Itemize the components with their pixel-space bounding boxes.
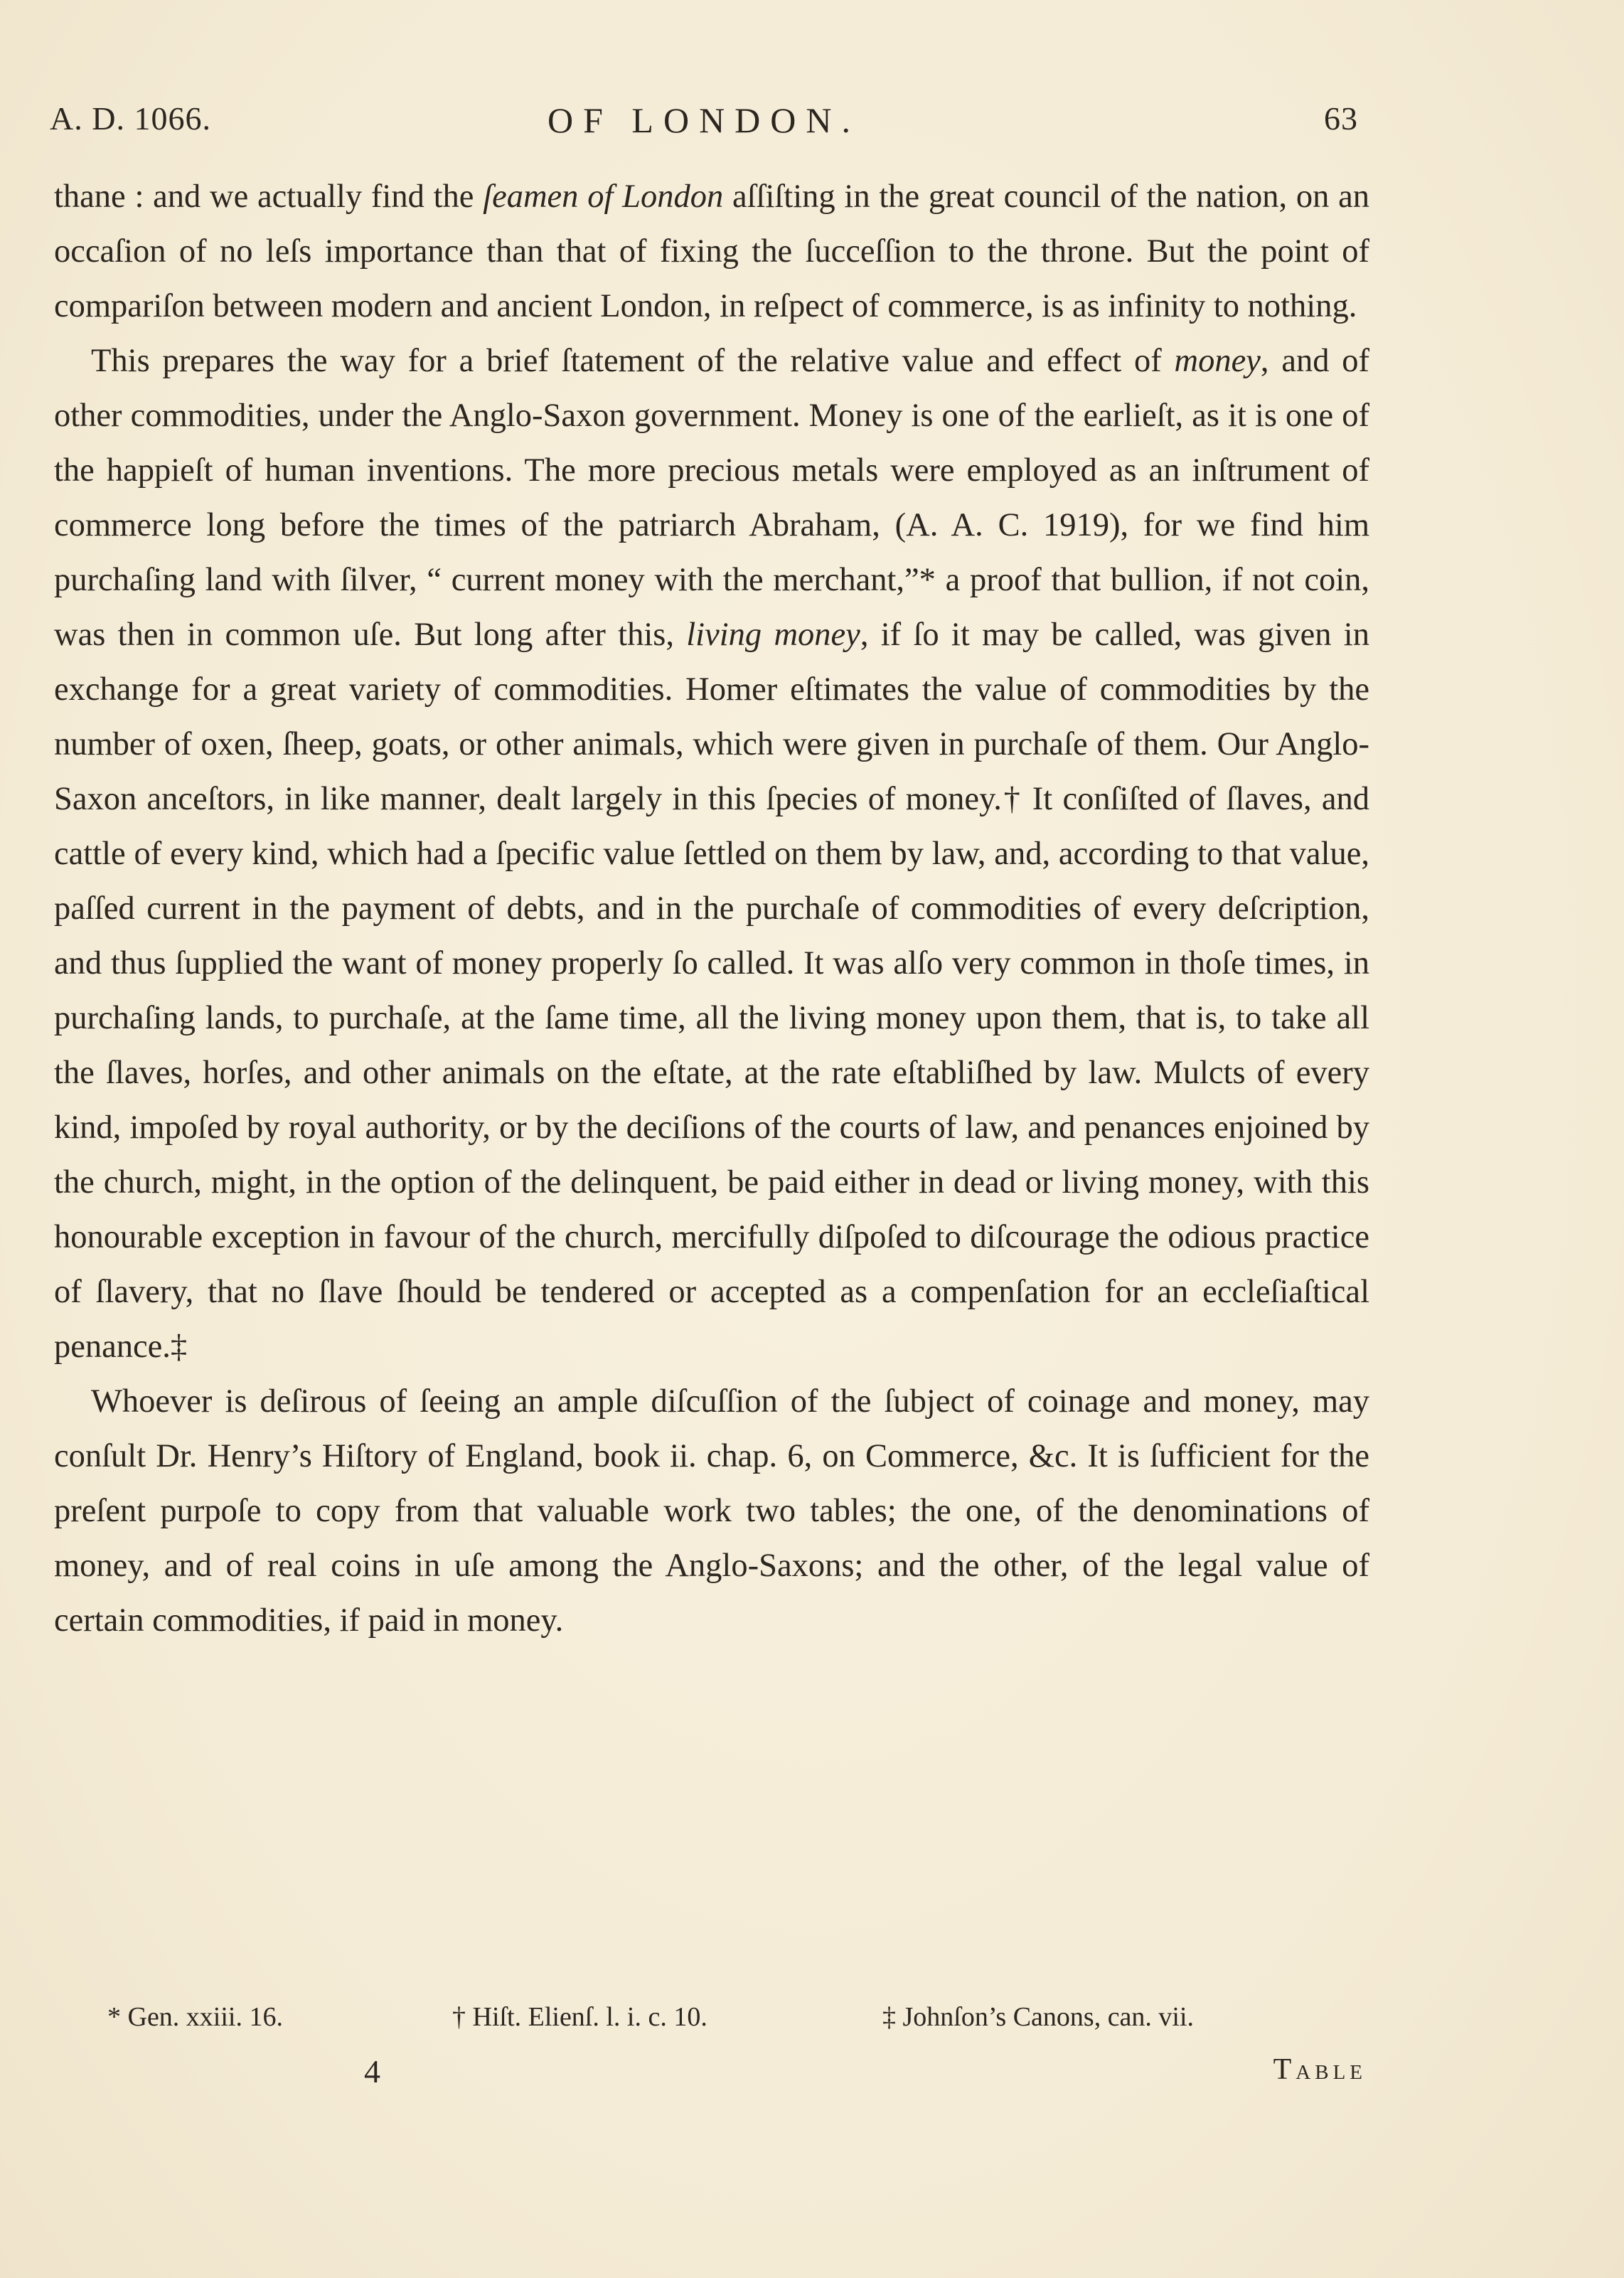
footnote-star: * Gen. xxiii. 16. <box>107 2002 283 2032</box>
text-segment: Whoever is deſirous of ſeeing an ample diſcuſſion of the ſubject of coinage and money, may conſult Dr. Henry’s Hiſtory of England, book ii. chap. 6, on Commerce, &c. It is ſufficient for the preſent purpoſe to copy from that valuable work two tables; the one, of the denominations of money, and of real coins in uſe among the Anglo-Saxons; and the other, of the legal value of certain commodities, if paid in money. <box>54 1383 1369 1639</box>
header-year: A. D. 1066. <box>50 100 211 137</box>
text-segment: , and of other commodities, under the Anglo-Saxon government. Money is one of the earlieſt, as it is one of the happieſt of human inventions. The more precious metals were employed as an inſtrument of commerce long before the times of the patriarch Abraham, (A. A. C. 1919), for we find him purchaſing land with ſilver, “ current money with the merchant,”* a proof that bullion, if not coin, was then in common uſe. But long after this, <box>54 343 1370 653</box>
catchword: Table <box>1273 2053 1367 2086</box>
italic-text: living money <box>686 617 860 653</box>
italic-text: ſeamen of London <box>483 179 724 215</box>
footnote-double-dagger: ‡ Johnſon’s Canons, can. vii. <box>882 2002 1195 2032</box>
text-segment: , if ſo it may be called, was given in exchange for a great variety of commodities. Homer eſtimates the value of commodities by the number of oxen, ſheep, goats, or other animals, which were given in purchaſe of them. Our Anglo-Saxon anceſtors, in like manner, dealt largely in this ſpecies of money.† It conſiſted of ſlaves, and cattle of every kind, which had a ſpecific value ſettled on them by law, and, according to that value, paſſed current in the payment of debts, and in the purchaſe of commodities of every deſcription, and thus ſupplied the want of money properly ſo called. It was alſo very common in thoſe times, in purchaſing lands, to purchaſe, at the ſame time, all the living money upon them, that is, to take all the ſlaves, horſes, and other animals on the eſtate, at the rate eſtabliſhed by law. Mulcts of every kind, impoſed by royal authority, or by the deciſions of the courts of law, and penances enjoined by the church, might, in the option of the delinquent, be paid either in dead or living money, with this honourable exception in favour of the church, mercifully diſpoſed to diſcourage the odious practice of ſlavery, that no ſlave ſhould be tendered or accepted as a compenſation for an eccleſiaſtical penance.‡ <box>54 617 1369 1365</box>
text-segment: This prepares the way for a brief ſtatement of the relative value and effect of <box>91 343 1175 379</box>
footnote-dagger: † Hiſt. Elienſ. l. i. c. 10. <box>452 2002 707 2032</box>
page-number: 63 <box>1324 100 1358 137</box>
footnotes <box>54 2001 1369 2037</box>
text-segment: aſſiſting in the great council of the nation, on an occaſion of no leſs importance than that of fixing the ſucceſſion to the throne. But the point of compariſon between modern and ancient London, in reſpect of commerce, is as infinity to nothing. <box>54 179 1369 324</box>
paragraph <box>54 1374 1369 1648</box>
body-text <box>54 169 1369 1648</box>
text-segment: thane : and we actually find the <box>54 179 484 215</box>
header-title: OF LONDON. <box>547 100 860 140</box>
paragraph <box>54 169 1369 334</box>
paragraph <box>54 334 1369 1374</box>
italic-text: money <box>1174 343 1261 379</box>
signature-mark: 4 <box>364 2053 380 2090</box>
running-header <box>50 100 1358 142</box>
